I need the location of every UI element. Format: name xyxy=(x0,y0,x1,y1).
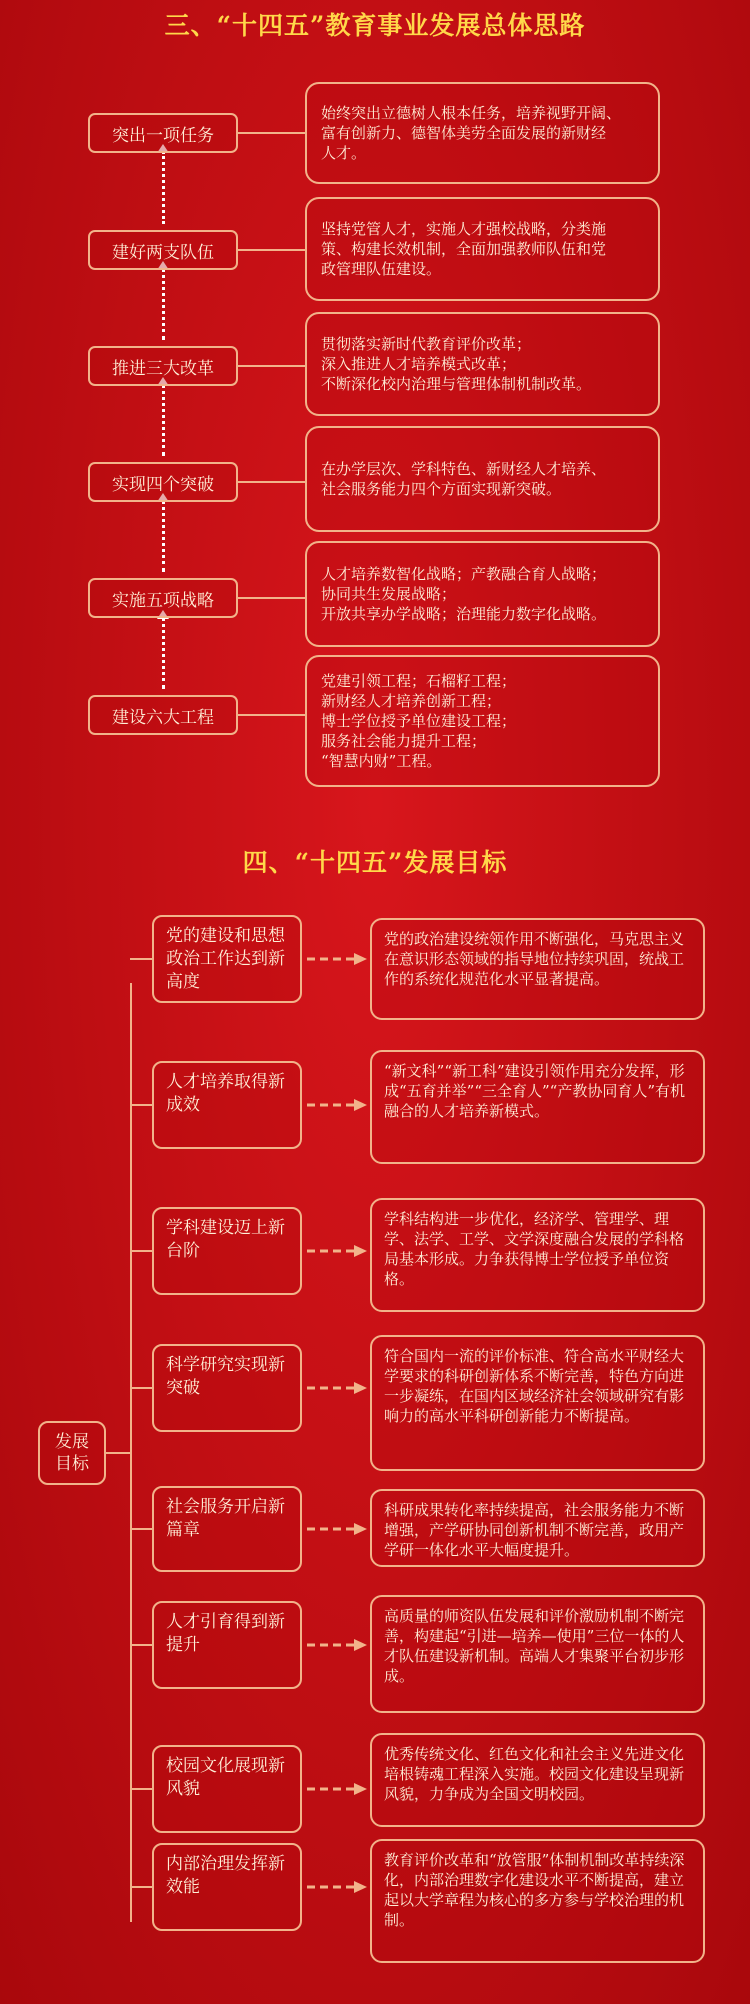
step-line: 深入推进人才培养模式改革； xyxy=(321,355,517,373)
tree-branch xyxy=(130,1788,152,1790)
goal-description: 教育评价改革和“放管服”体制机制改革持续深化，内部治理数字化建设水平不断提高，建立起以大学章程为核心的多方参与学校治理的机制。 xyxy=(370,1839,705,1963)
goal-label: 学科建设迈上新台阶 xyxy=(152,1207,302,1295)
step-line: 政管理队伍建设。 xyxy=(321,260,442,278)
step-line: 始终突出立德树人根本任务，培养视野开阔、 xyxy=(321,104,622,122)
dashed-arrow-icon xyxy=(304,1522,368,1536)
step-line: 博士学位授予单位建设工程； xyxy=(321,712,517,730)
tree-branch xyxy=(130,1250,152,1252)
dotted-connector xyxy=(162,151,165,224)
step-tag: 建好两支队伍 xyxy=(88,230,238,270)
step-box xyxy=(305,197,660,301)
section4-title: 四、“十四五”发展目标 xyxy=(242,848,508,877)
step-line: 开放共享办学战略；治理能力数字化战略。 xyxy=(321,605,607,623)
goal-label: 党的建设和思想政治工作达到新高度 xyxy=(152,915,302,1003)
step-tag: 建设六大工程 xyxy=(88,695,238,735)
goal-label: 校园文化展现新风貌 xyxy=(152,1745,302,1833)
step-tag: 实施五项战略 xyxy=(88,578,238,618)
tree-branch xyxy=(130,1886,152,1888)
tree-branch xyxy=(130,958,152,960)
goal-label: 内部治理发挥新效能 xyxy=(152,1843,302,1931)
tree-branch xyxy=(130,1104,152,1106)
goal-description: 科研成果转化率持续提高，社会服务能力不断增强，产学研协同创新机制不断完善，政用产学研一体化水平大幅度提升。 xyxy=(370,1489,705,1567)
step-box xyxy=(305,312,660,416)
step-box xyxy=(305,82,660,184)
step-line: 协同共生发展战略； xyxy=(321,585,457,603)
step-line: 服务社会能力提升工程； xyxy=(321,732,487,750)
goal-label: 人才培养取得新成效 xyxy=(152,1061,302,1149)
goal-label: 人才引育得到新提升 xyxy=(152,1601,302,1689)
connector-line xyxy=(238,365,305,367)
dotted-connector xyxy=(162,384,165,456)
step-line: 新财经人才培养创新工程； xyxy=(321,692,502,710)
connector-line xyxy=(238,714,305,716)
dotted-connector xyxy=(162,617,165,689)
root-label: 发展目标 xyxy=(55,1432,89,1474)
step-tag: 推进三大改革 xyxy=(88,346,238,386)
step-tag: 实现四个突破 xyxy=(88,462,238,502)
tree-branch xyxy=(130,1644,152,1646)
goal-description: 党的政治建设统领作用不断强化，马克思主义在意识形态领域的指导地位持续巩固，统战工作的系统化规范化水平显著提高。 xyxy=(370,918,705,1020)
step-line: 富有创新力、德智体美劳全面发展的新财经 xyxy=(321,124,607,142)
step-line: 社会服务能力四个方面实现新突破。 xyxy=(321,480,562,498)
step-line: 在办学层次、学科特色、新财经人才培养、 xyxy=(321,460,607,478)
goal-description: 优秀传统文化、红色文化和社会主义先进文化培根铸魂工程深入实施。校园文化建设呈现新风貌，力争成为全国文明校园。 xyxy=(370,1733,705,1827)
dashed-arrow-icon xyxy=(304,1244,368,1258)
dashed-arrow-icon xyxy=(304,1098,368,1112)
step-line: 人才培养数智化战略；产教融合育人战略； xyxy=(321,565,607,583)
dashed-arrow-icon xyxy=(304,1638,368,1652)
goal-description: 符合国内一流的评价标准、符合高水平财经大学要求的科研创新体系不断完善，特色方向进一步凝练，在国内区域经济社会领域研究有影响力的高水平科研创新能力不断提高。 xyxy=(370,1335,705,1471)
goal-description: 学科结构进一步优化，经济学、管理学、理学、法学、工学、文学深度融合发展的学科格局基本形成。力争获得博士学位授予单位资格。 xyxy=(370,1198,705,1312)
step-line: 人才。 xyxy=(321,144,367,162)
dotted-connector xyxy=(162,268,165,340)
connector-line xyxy=(238,597,305,599)
goal-description: 高质量的师资队伍发展和评价激励机制不断完善，构建起“引进—培养—使用”三位一体的人才队伍建设新机制。高端人才集聚平台初步形成。 xyxy=(370,1595,705,1713)
step-line: 党建引领工程；石榴籽工程； xyxy=(321,672,517,690)
step-line: “智慧内财”工程。 xyxy=(321,752,442,770)
goal-description: “新文科”“新工科”建设引领作用充分发挥，形成“五育并举”“三全育人”“产教协同育人”有机融合的人才培养新模式。 xyxy=(370,1050,705,1164)
dashed-arrow-icon xyxy=(304,952,368,966)
dashed-arrow-icon xyxy=(304,1782,368,1796)
step-tag: 突出一项任务 xyxy=(88,113,238,153)
step-line: 策、构建长效机制，全面加强教师队伍和党 xyxy=(321,240,607,258)
goal-label: 科学研究实现新突破 xyxy=(152,1344,302,1432)
dashed-arrow-icon xyxy=(304,1381,368,1395)
tree-trunk xyxy=(130,983,132,1922)
tree-branch xyxy=(130,1528,152,1530)
step-line: 不断深化校内治理与管理体制机制改革。 xyxy=(321,375,592,393)
section3-title: 三、“十四五”教育事业发展总体思路 xyxy=(164,11,586,40)
dashed-arrow-icon xyxy=(304,1880,368,1894)
step-line: 坚持党管人才，实施人才强校战略，分类施 xyxy=(321,220,607,238)
root-connector xyxy=(106,1452,130,1454)
connector-line xyxy=(238,481,305,483)
goal-label: 社会服务开启新篇章 xyxy=(152,1486,302,1572)
root-node xyxy=(38,1421,106,1485)
connector-line xyxy=(238,249,305,251)
step-box xyxy=(305,541,660,647)
step-line: 贯彻落实新时代教育评价改革； xyxy=(321,335,532,353)
dotted-connector xyxy=(162,500,165,572)
tree-branch xyxy=(130,1387,152,1389)
step-box xyxy=(305,655,660,787)
connector-line xyxy=(238,132,305,134)
step-box xyxy=(305,426,660,532)
